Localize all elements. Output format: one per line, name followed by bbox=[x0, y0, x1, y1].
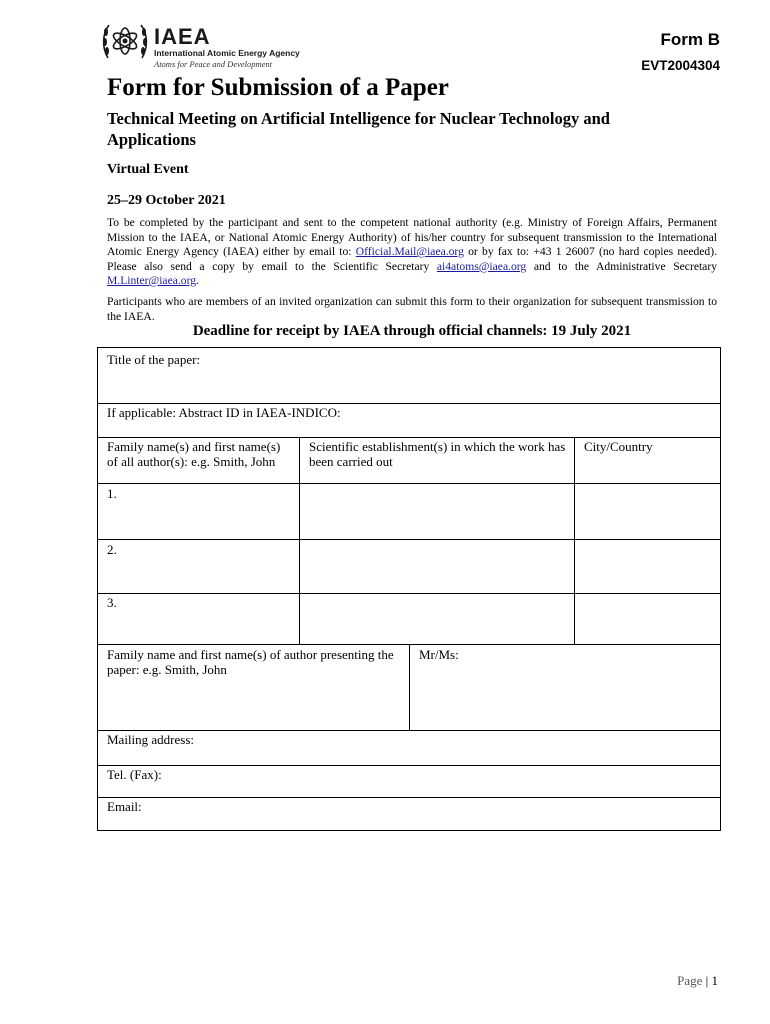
column-divider bbox=[574, 437, 575, 644]
page-number: 1 bbox=[711, 973, 718, 988]
page-separator: | bbox=[705, 973, 709, 988]
atom-emblem-icon bbox=[100, 18, 150, 64]
submission-form-table bbox=[97, 347, 721, 831]
admin-secretary-email-link[interactable]: M.Linter@iaea.org bbox=[107, 274, 197, 287]
column-divider bbox=[299, 437, 300, 644]
table-divider bbox=[98, 593, 720, 594]
abstract-id-label: If applicable: Abstract ID in IAEA-INDICO: bbox=[107, 405, 341, 420]
paper-title-label: Title of the paper: bbox=[107, 352, 201, 367]
column-divider bbox=[409, 644, 410, 730]
table-divider bbox=[98, 437, 720, 438]
event-dates: 25–29 October 2021 bbox=[107, 193, 226, 208]
mailing-address-label: Mailing address: bbox=[107, 732, 195, 747]
logo-tagline: Atoms for Peace and Development bbox=[154, 59, 273, 69]
page-title: Form for Submission of a Paper bbox=[107, 74, 449, 101]
table-divider bbox=[98, 765, 720, 766]
meeting-title: Technical Meeting on Artificial Intelligence for Nuclear Technology and Applications bbox=[107, 109, 610, 149]
logo-full-name: International Atomic Energy Agency bbox=[154, 48, 300, 58]
establishment-column-header: Scientific establishment(s) in which the work has been carried out bbox=[309, 439, 566, 469]
event-code: EVT2004304 bbox=[641, 58, 720, 73]
city-country-column-header: City/Country bbox=[584, 439, 653, 454]
form-label: Form B bbox=[660, 30, 720, 49]
paper-title-field[interactable] bbox=[98, 370, 720, 402]
table-divider bbox=[98, 403, 720, 404]
instructions-paragraph bbox=[107, 216, 717, 289]
instructions-text: To be completed by the participant and sent to the competent national authority (e.g. Ministry of Foreign Affairs, Permanent Mission to the IAEA, or National Atomic Energy Authority) of his/her country for subsequent transmission to the International Atomic Energy Agency (IAEA) either by email to: bbox=[107, 216, 717, 258]
table-divider bbox=[98, 797, 720, 798]
presenter-label: Family name and first name(s) of author presenting the paper: e.g. Smith, John bbox=[107, 647, 394, 677]
email-label: Email: bbox=[107, 799, 142, 814]
author-row-number: 2. bbox=[107, 542, 117, 557]
authors-column-header: Family name(s) and first name(s) of all author(s): e.g. Smith, John bbox=[107, 439, 281, 469]
event-type: Virtual Event bbox=[107, 162, 189, 177]
table-divider bbox=[98, 539, 720, 540]
author-row-number: 1. bbox=[107, 486, 117, 501]
table-divider bbox=[98, 483, 720, 484]
mr-ms-label: Mr/Ms: bbox=[419, 647, 459, 662]
author-row-number: 3. bbox=[107, 595, 117, 610]
table-divider bbox=[98, 730, 720, 731]
instructions-end: . bbox=[196, 274, 199, 287]
page-word: Page bbox=[677, 973, 703, 988]
page-number-footer bbox=[677, 973, 718, 989]
invited-organization-note: Participants who are members of an invited organization can submit this form to their organization for subsequent transmission to the IAEA. bbox=[107, 295, 717, 323]
instructions-admin-text: and to the Administrative Secretary bbox=[526, 259, 717, 273]
iaea-logo bbox=[100, 18, 300, 74]
deadline-notice: Deadline for receipt by IAEA through official channels: 19 July 2021 bbox=[192, 323, 632, 339]
instructions-fax-text: or by fax to: +43 1 26007 (no hard copies needed). Please also send a copy by email to the Scientific Secretary bbox=[107, 245, 717, 273]
tel-fax-label: Tel. (Fax): bbox=[107, 767, 162, 782]
logo-name: IAEA bbox=[154, 24, 211, 49]
official-mail-link[interactable]: Official.Mail@iaea.org bbox=[355, 245, 464, 258]
scientific-secretary-email-link[interactable]: ai4atoms@iaea.org bbox=[436, 259, 527, 273]
